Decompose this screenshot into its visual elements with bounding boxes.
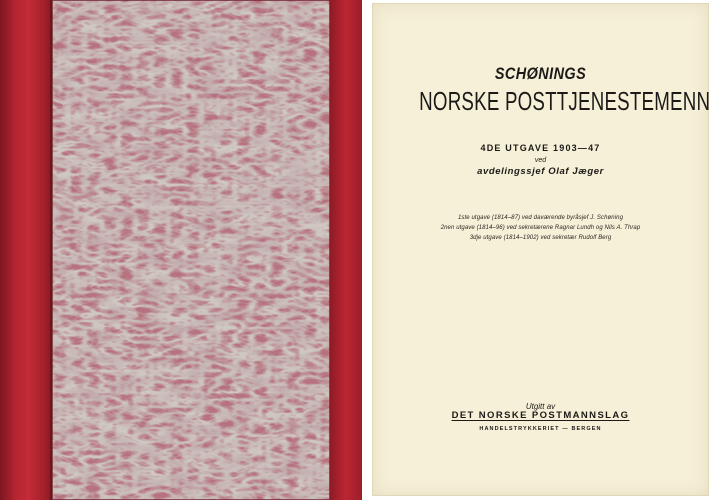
publisher-name: DET NORSKE POSTMANNSLAG xyxy=(451,410,630,421)
previous-edition-1: 1ste utgave (1814–87) ved daværende byråsjef J. Schøning xyxy=(457,215,624,221)
printer-line: HANDELSTRYKKERIET — BERGEN xyxy=(479,426,602,432)
ved-line: ved xyxy=(534,157,547,164)
book-spine xyxy=(0,0,52,500)
previous-edition-3: 3dje utgave (1814–1902) ved sekretær Rudolf Berg xyxy=(469,235,612,241)
editor-line: avdelingssjef Olaf Jæger xyxy=(477,166,604,177)
previous-edition-2: 2nen utgave (1814–96) ved sekretærene Ragnar Lundh og Nils A. Thrap xyxy=(440,225,641,231)
main-title: NORSKE POSTTJENESTEMENN xyxy=(419,86,711,116)
title-page xyxy=(372,3,709,496)
edition-line: 4DE UTGAVE 1903—47 xyxy=(480,143,601,153)
publisher-label: Utgitt av xyxy=(525,402,556,411)
book-corner-binding xyxy=(330,0,362,500)
marbled-paper-board xyxy=(52,0,330,500)
pretitle: SCHØNINGS xyxy=(494,64,587,83)
